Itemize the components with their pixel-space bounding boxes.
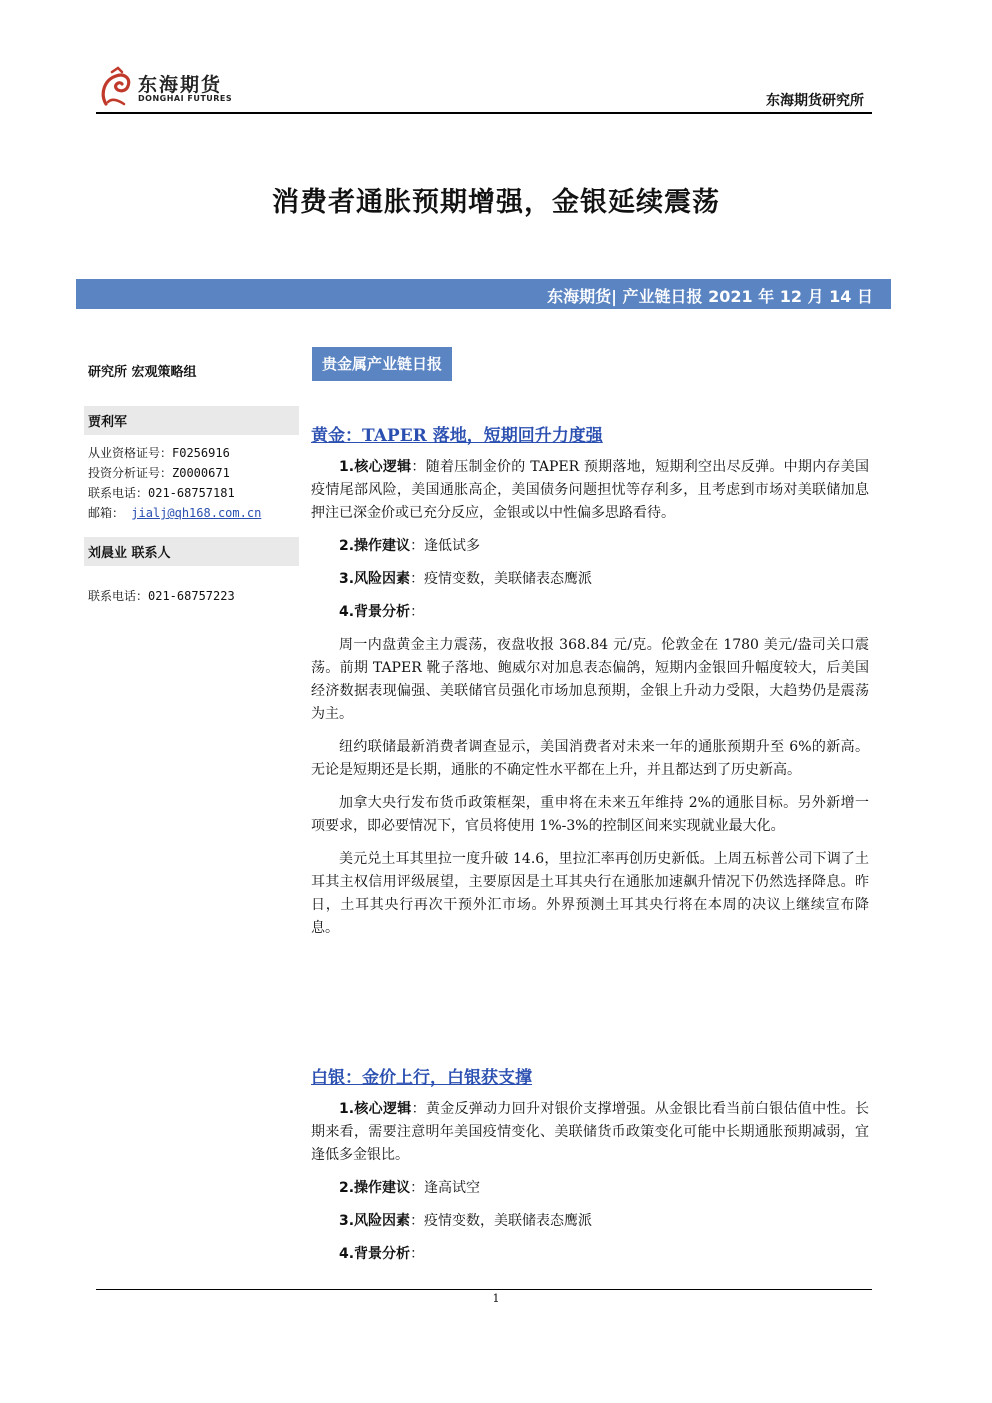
author-sidebar bbox=[84, 355, 299, 612]
section-tag: 贵金属产业链日报 bbox=[312, 347, 452, 381]
analyst1-invest-cert: 投资分析证号：Z0000671 bbox=[88, 466, 230, 480]
department-label: 研究所 宏观策略组 bbox=[88, 365, 197, 380]
analyst2-name: 刘晨业 联系人 bbox=[84, 537, 299, 566]
date-banner bbox=[76, 279, 891, 309]
gold-heading[interactable]: 黄金：TAPER 落地，短期回升力度强 bbox=[311, 426, 603, 446]
silver-background-label: 4.背景分析： bbox=[339, 1246, 425, 1262]
page-number: 1 bbox=[492, 1292, 500, 1305]
logo-chinese-text: 东海期货 bbox=[138, 74, 223, 96]
silver-risk: 3.风险因素：疫情变数，美联储表态鹰派 bbox=[339, 1213, 593, 1229]
gold-core-logic: 1.核心逻辑：随着压制金价的 TAPER 预期落地，短期利空出尽反弹。中期内存美国疫情尾部风险，美国通胀高企，美国债务问题担忧等存利多，且考虑到市场对美联储加息押注已深金价或已充分反应，金银或以中性偏多思路看待。 bbox=[311, 459, 870, 521]
silver-advice: 2.操作建议：逢高试空 bbox=[339, 1180, 481, 1196]
report-title: 消费者通胀预期增强，金银延续震荡 bbox=[272, 187, 720, 218]
gold-bg-paragraph: 周一内盘黄金主力震荡，夜盘收报 368.84 元/克。伦敦金在 1780 美元/盎司关口震荡。前期 TAPER 靴子落地、鲍威尔对加息表态偏鸽，短期内金银回升幅度较大，后美国经济数据表现偏强、美联储官员强化市场加息预期，金银上升动力受限，大趋势仍是震荡为主。 bbox=[311, 637, 869, 722]
gold-bg-paragraph: 美元兑土耳其里拉一度升破 14.6，里拉汇率再创历史新低。上周五标普公司下调了土耳其主权信用评级展望，主要原因是土耳其央行在通胀加速飙升情况下仍然选择降息。昨日，土耳其央行再次干预外汇市场。外界预测土耳其央行将在本周的决议上继续宣布降息。 bbox=[311, 851, 869, 936]
gold-risk: 3.风险因素：疫情变数，美联储表态鹰派 bbox=[339, 571, 593, 587]
company-logo bbox=[98, 66, 233, 108]
footer-divider bbox=[96, 1289, 872, 1290]
analyst1-cert: 从业资格证号：F0256916 bbox=[88, 446, 230, 460]
email-label: 邮箱： bbox=[88, 506, 125, 520]
banner-text: 东海期货| 产业链日报 2021 年 12 月 14 日 bbox=[547, 287, 873, 306]
silver-core-logic: 1.核心逻辑：黄金反弹动力回升对银价支撑增强。从金银比看当前白银估值中性。长期来看，需要注意明年美国疫情变化、美联储货币政策变化可能中长期通胀预期减弱，宜逢低多金银比。 bbox=[311, 1101, 870, 1163]
org-name: 东海期货研究所 bbox=[766, 93, 864, 109]
email-link[interactable]: jialj@qh168.com.cn bbox=[131, 506, 262, 520]
gold-bg-paragraph: 加拿大央行发布货币政策框架，重申将在未来五年维持 2%的通胀目标。另外新增一项要求，即必要情况下，官员将使用 1%-3%的控制区间来实现就业最大化。 bbox=[311, 795, 869, 834]
logo-english-text: DONGHAI FUTURES bbox=[138, 94, 233, 103]
analyst1-phone: 联系电话：021-68757181 bbox=[88, 486, 235, 500]
gold-background-label: 4.背景分析： bbox=[339, 604, 425, 620]
gold-section bbox=[311, 421, 869, 940]
analyst1-name: 贾利军 bbox=[84, 406, 299, 435]
gold-advice: 2.操作建议：逢低试多 bbox=[339, 538, 481, 554]
analyst2-phone: 联系电话：021-68757223 bbox=[88, 589, 235, 603]
silver-heading[interactable]: 白银：金价上行，白银获支撑 bbox=[311, 1068, 532, 1088]
analyst1-email-row bbox=[88, 503, 295, 523]
gold-bg-paragraph: 纽约联储最新消费者调查显示，美国消费者对未来一年的通胀预期升至 6%的新高。无论是短期还是长期，通胀的不确定性水平都在上升，并且都达到了历史新高。 bbox=[311, 739, 869, 778]
analyst1-info bbox=[84, 435, 299, 529]
silver-section bbox=[311, 1063, 869, 1266]
dragon-logo-icon bbox=[98, 66, 136, 108]
header-divider bbox=[96, 112, 872, 114]
